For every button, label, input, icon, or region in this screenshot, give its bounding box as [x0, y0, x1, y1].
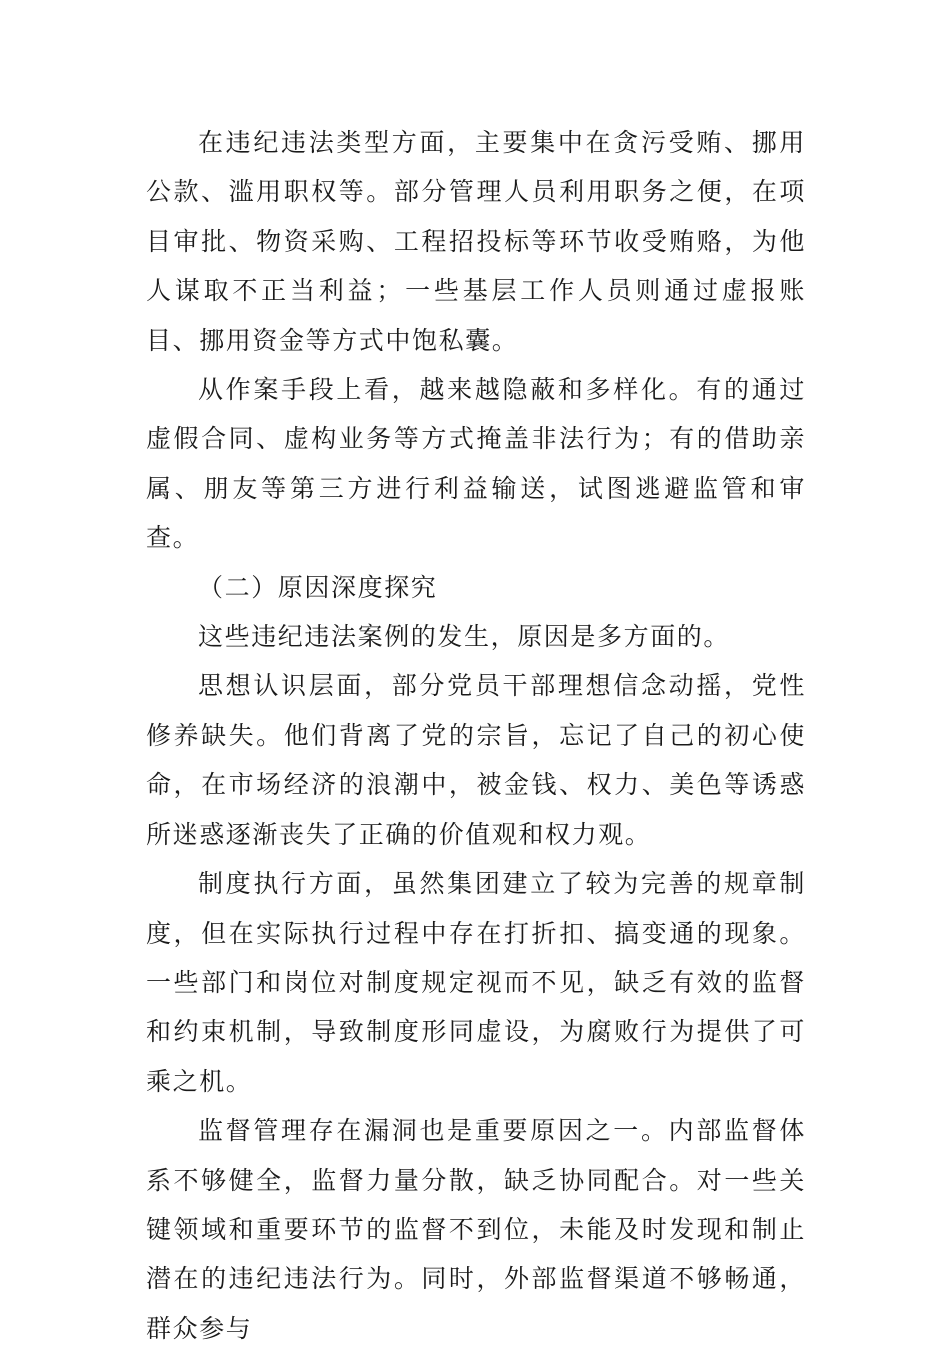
paragraph-supervision: 监督管理存在漏洞也是重要原因之一。内部监督体系不够健全，监督力量分散，缺乏协同配合。对一些关键领域和重要环节的监督不到位，未能及时发现和制止潜在的违纪违法行为。同时，外部监督渠道不够畅通，群众参与 [146, 1116, 806, 1343]
paragraph-causes-intro: 这些违纪违法案例的发生，原因是多方面的。 [198, 622, 731, 652]
section-heading-causes: （二）原因深度探究 [198, 572, 438, 602]
paragraph-methods: 从作案手段上看，越来越隐蔽和多样化。有的通过虚假合同、虚构业务等方式掩盖非法行为；有的借助亲属、朋友等第三方进行利益输送，试图逃避监管和审查。 [146, 375, 806, 553]
paragraph-system-execution: 制度执行方面，虽然集团建立了较为完善的规章制度，但在实际执行过程中存在打折扣、搞变通的现象。一些部门和岗位对制度规定视而不见，缺乏有效的监督和约束机制，导致制度形同虚设，为腐败行为提供了可乘之机。 [146, 869, 806, 1096]
document-body [146, 118, 806, 1353]
paragraph-ideology: 思想认识层面，部分党员干部理想信念动摇，党性修养缺失。他们背离了党的宗旨，忘记了自己的初心使命，在市场经济的浪潮中，被金钱、权力、美色等诱惑所迷惑逐渐丧失了正确的价值观和权力观。 [146, 671, 806, 849]
paragraph-violation-types: 在违纪违法类型方面，主要集中在贪污受贿、挪用公款、滥用职权等。部分管理人员利用职务之便，在项目审批、物资采购、工程招投标等环节收受贿赂，为他人谋取不正当利益；一些基层工作人员则通过虚报账目、挪用资金等方式中饱私囊。 [146, 128, 806, 355]
